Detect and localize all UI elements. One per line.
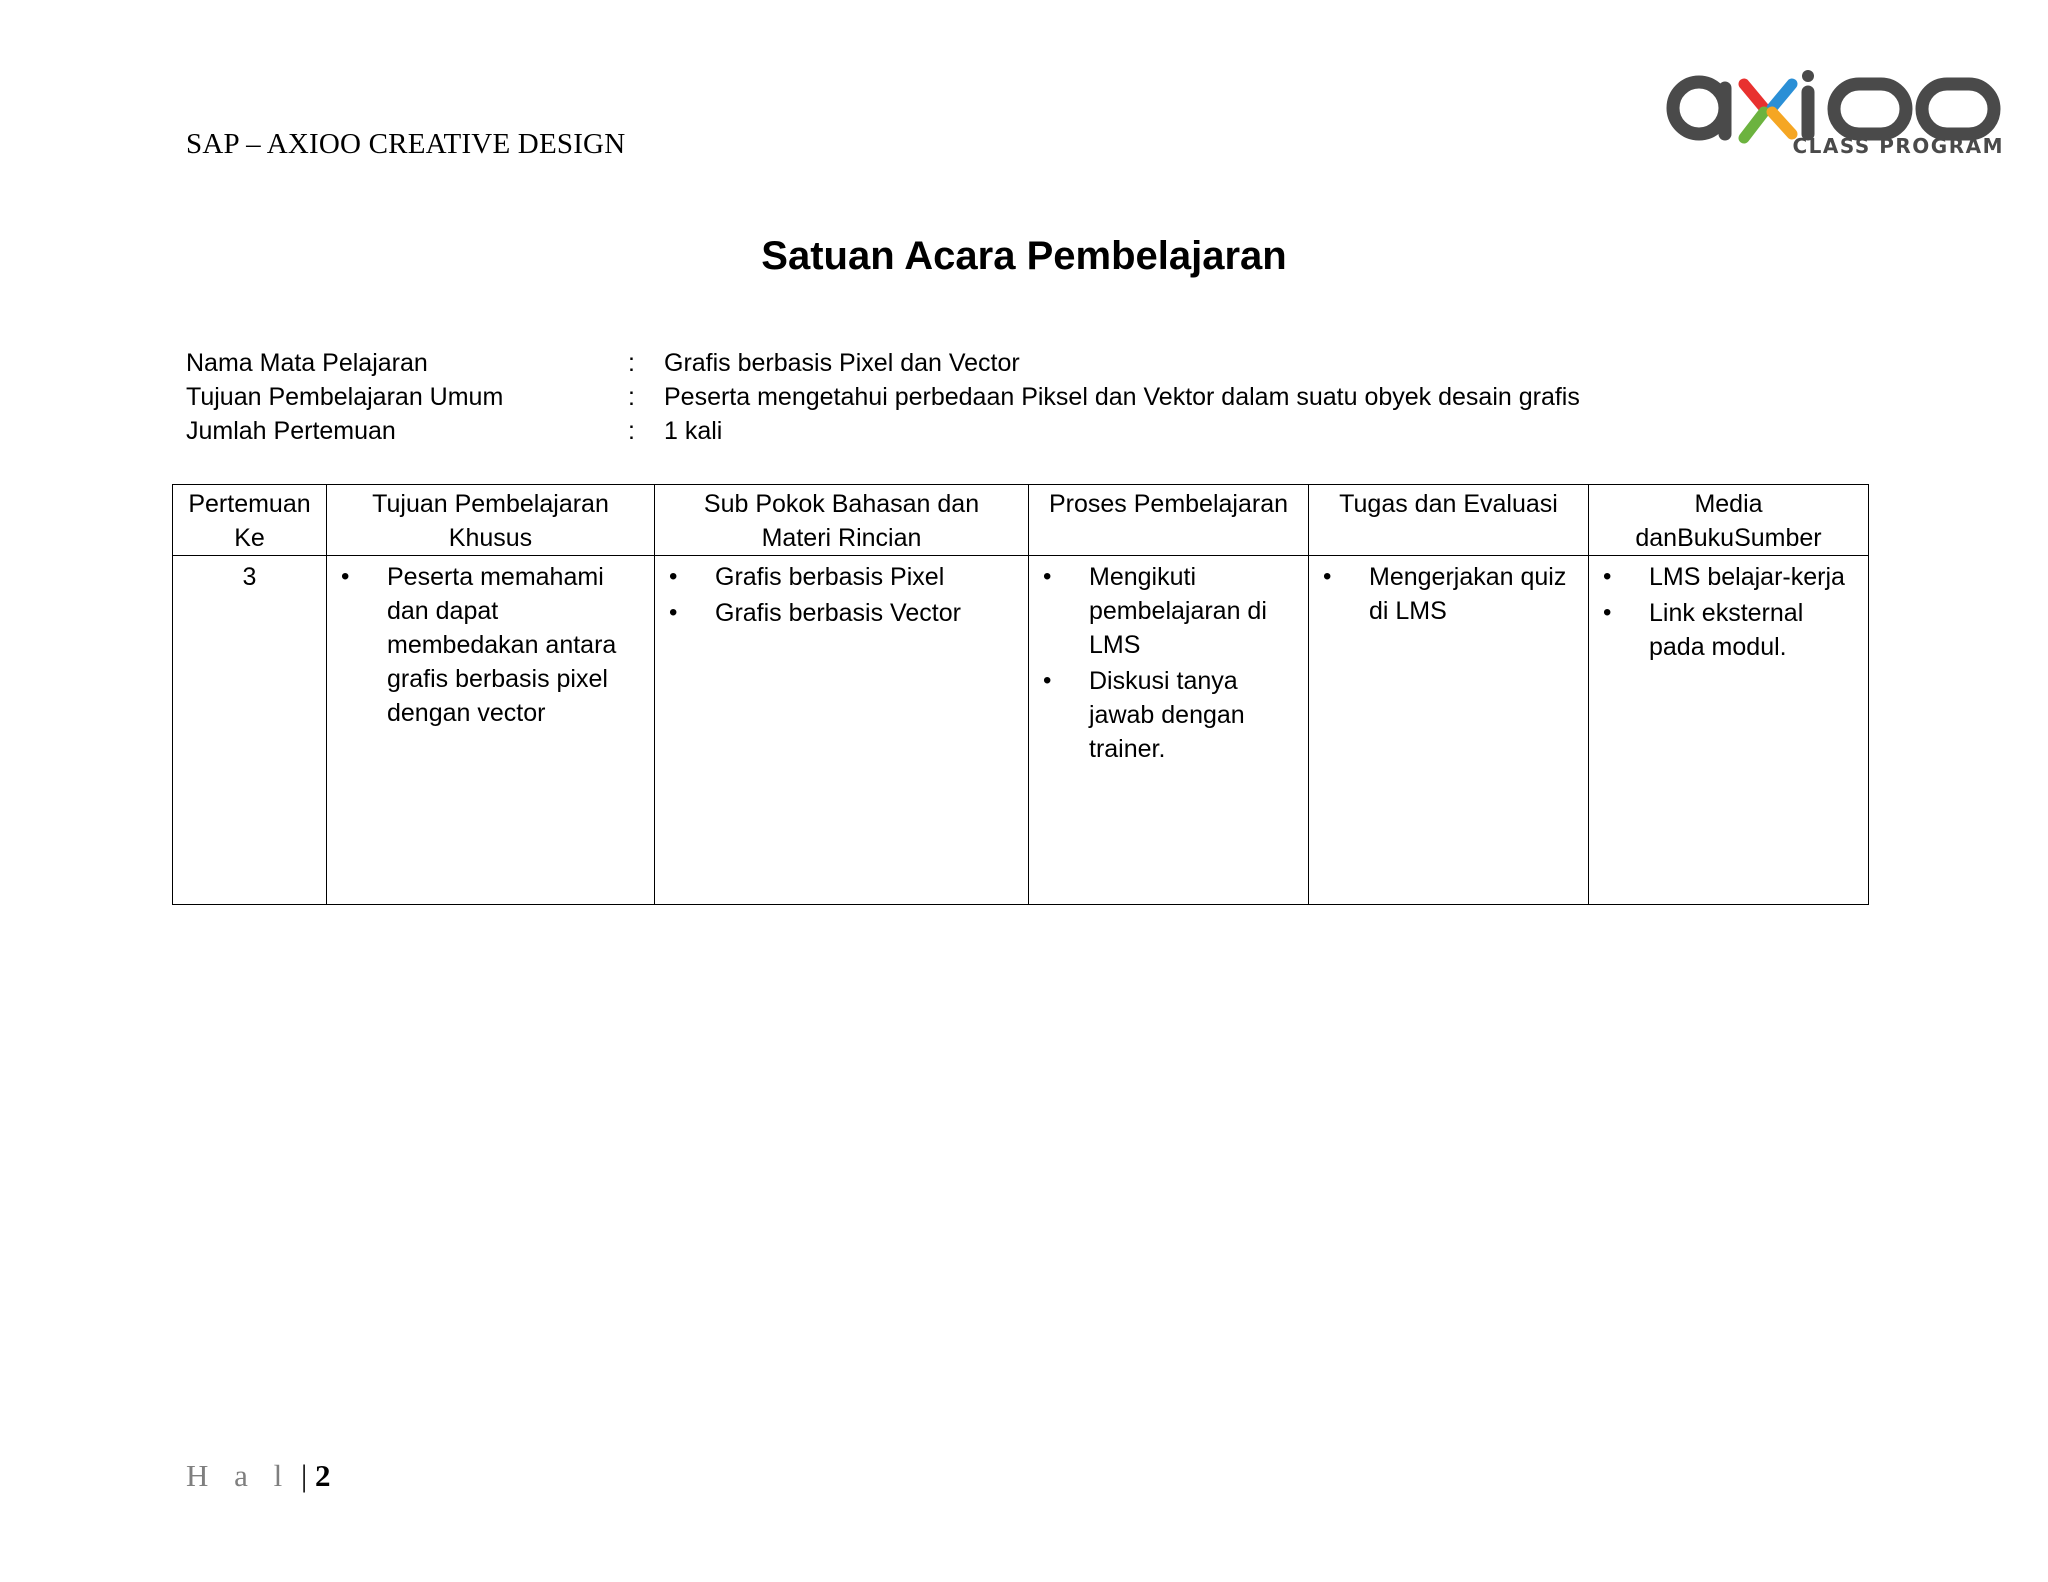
- page-title: Satuan Acara Pembelajaran: [761, 234, 1287, 278]
- header-line: Khusus: [448, 524, 533, 552]
- list-item: • Mengikuti pembelajaran di LMS: [1029, 560, 1308, 662]
- header-line: Proses Pembelajaran: [1048, 490, 1288, 518]
- meta-colon: :: [628, 349, 635, 377]
- cell-proses: [1029, 556, 1309, 905]
- bullet-list: [1309, 560, 1588, 628]
- list-item: • Mengerjakan quiz di LMS: [1309, 560, 1588, 628]
- header-line: Tugas dan Evaluasi: [1339, 490, 1558, 518]
- list-item: • Grafis berbasis Vector: [655, 596, 1028, 630]
- page-footer: [186, 1458, 330, 1494]
- header-line: Media: [1694, 490, 1763, 518]
- cell-sub-pokok: [655, 556, 1029, 905]
- cell-tujuan: [327, 556, 655, 905]
- footer-separator: |: [301, 1458, 308, 1493]
- header-sub-pokok: [655, 485, 1029, 556]
- table-row: [173, 556, 1869, 905]
- header-tugas: [1309, 485, 1589, 556]
- meta-row-subject: [186, 346, 1686, 380]
- footer-hal-label: H a l: [186, 1458, 292, 1493]
- cell-media: [1589, 556, 1869, 905]
- meta-value: 1 kali: [664, 417, 723, 445]
- cell-tugas: [1309, 556, 1589, 905]
- list-item: • LMS belajar-kerja: [1589, 560, 1868, 594]
- meta-label: Jumlah Pertemuan: [186, 417, 396, 445]
- header-tujuan: [327, 485, 655, 556]
- meta-label: Tujuan Pembelajaran Umum: [186, 383, 504, 411]
- list-item: • Peserta memahami dan dapat membedakan antara grafis berbasis pixel dengan vector: [327, 560, 654, 730]
- meta-row-meetings: [186, 414, 1686, 448]
- header-pertemuan: [173, 485, 327, 556]
- axioo-logo: [1654, 66, 2004, 164]
- meta-colon: :: [628, 383, 635, 411]
- bullet-list: [1589, 560, 1868, 664]
- list-item: • Grafis berbasis Pixel: [655, 560, 1028, 594]
- header-line: Materi Rincian: [761, 524, 922, 552]
- header-line: Sub Pokok Bahasan dan: [703, 490, 980, 518]
- bullet-list: [327, 560, 654, 730]
- page-number: 2: [314, 1458, 331, 1493]
- meta-row-general-objective: [186, 380, 1686, 414]
- cell-pertemuan: 3: [173, 556, 327, 905]
- meta-label: Nama Mata Pelajaran: [186, 349, 428, 377]
- meta-colon: :: [628, 417, 635, 445]
- lesson-plan-table: [172, 484, 1869, 905]
- bullet-list: [655, 560, 1028, 630]
- header-line: Tujuan Pembelajaran: [372, 490, 609, 518]
- list-item: • Diskusi tanya jawab dengan trainer.: [1029, 664, 1308, 766]
- header-line: Ke: [234, 524, 265, 552]
- course-info: [186, 346, 1686, 448]
- logo-subtext: CLASS PROGRAM: [1792, 134, 2004, 158]
- meta-value: Grafis berbasis Pixel dan Vector: [664, 349, 1020, 377]
- meta-value: Peserta mengetahui perbedaan Piksel dan Vektor dalam suatu obyek desain grafis: [664, 383, 1580, 411]
- header-line: danBukuSumber: [1635, 524, 1822, 552]
- header-proses: [1029, 485, 1309, 556]
- table-header-row: [173, 485, 1869, 556]
- bullet-list: [1029, 560, 1308, 766]
- header-line: Pertemuan: [188, 490, 311, 518]
- header-left-text: SAP – AXIOO CREATIVE DESIGN: [186, 128, 626, 160]
- header-media: [1589, 485, 1869, 556]
- list-item: • Link eksternal pada modul.: [1589, 596, 1868, 664]
